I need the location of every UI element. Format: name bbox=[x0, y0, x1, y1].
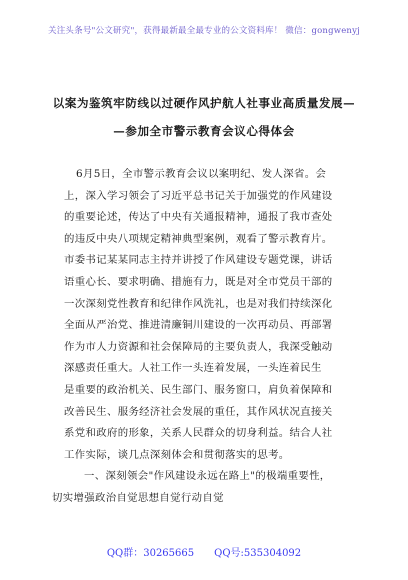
qq-number: QQ号:535304092 bbox=[214, 548, 302, 559]
body-line: 系党和政府的形象，关系人民群众的切身利益。结合人社 bbox=[64, 427, 333, 440]
document-subtitle: —参加全市警示教育会议心得体会 bbox=[113, 124, 295, 138]
body-line: 改善民生、服务经济社会发展的重任，其作风状况直接关 bbox=[64, 405, 333, 418]
body-line: 6月5日，全市警示教育会议以案明纪、发人深省。会 bbox=[76, 168, 327, 180]
body-line: 全面从严治党、推进清廉铜川建设的一次再动员、再部署 bbox=[64, 319, 333, 332]
body-line: 工作实际，谈几点深刻体会和贯彻落实的思考。 bbox=[64, 448, 290, 461]
body-line: 语重心长、要求明确、措施有力，既是对全市党员干部的 bbox=[64, 275, 333, 288]
body-line: 切实增强政治自觉思想自觉行动自觉 bbox=[52, 491, 224, 504]
body-line: 作为市人力资源和社会保障局的主要负责人，我深受触动 bbox=[64, 340, 333, 353]
qq-group: QQ群：30265665 bbox=[106, 548, 195, 559]
body-line: 是重要的政治机关、民生部门、服务窗口，肩负着保障和 bbox=[64, 383, 333, 396]
body-line: 市委书记某某同志主持并讲授了作风建设专题党课，讲话 bbox=[64, 254, 333, 267]
body-line: 的违反中央八项规定精神典型案例，观看了警示教育片。 bbox=[64, 232, 333, 245]
body-line: 的重要论述，传达了中央有关通报精神，通报了我市查处 bbox=[64, 211, 333, 224]
footer-contact bbox=[0, 544, 408, 559]
body-line: 一次深刻党性教育和纪律作风洗礼，也是对我们持续深化 bbox=[64, 297, 333, 310]
body-line: 上，深入学习领会了习近平总书记关于加强党的作风建设 bbox=[64, 189, 333, 202]
document-title: 以案为鉴筑牢防线以过硬作风护航人社事业高质量发展— bbox=[52, 96, 356, 110]
document-body bbox=[52, 164, 356, 510]
body-line: 深感责任重大。人社工作一头连着发展，一头连着民生 bbox=[64, 362, 322, 375]
top-banner: 关注头条号"公文研究"，获得最新最全最专业的公文资料库！ 微信：gongwenyj bbox=[48, 26, 360, 36]
body-line: 一、深刻领会"作风建设永远在路上"的极端重要性， bbox=[84, 470, 331, 483]
